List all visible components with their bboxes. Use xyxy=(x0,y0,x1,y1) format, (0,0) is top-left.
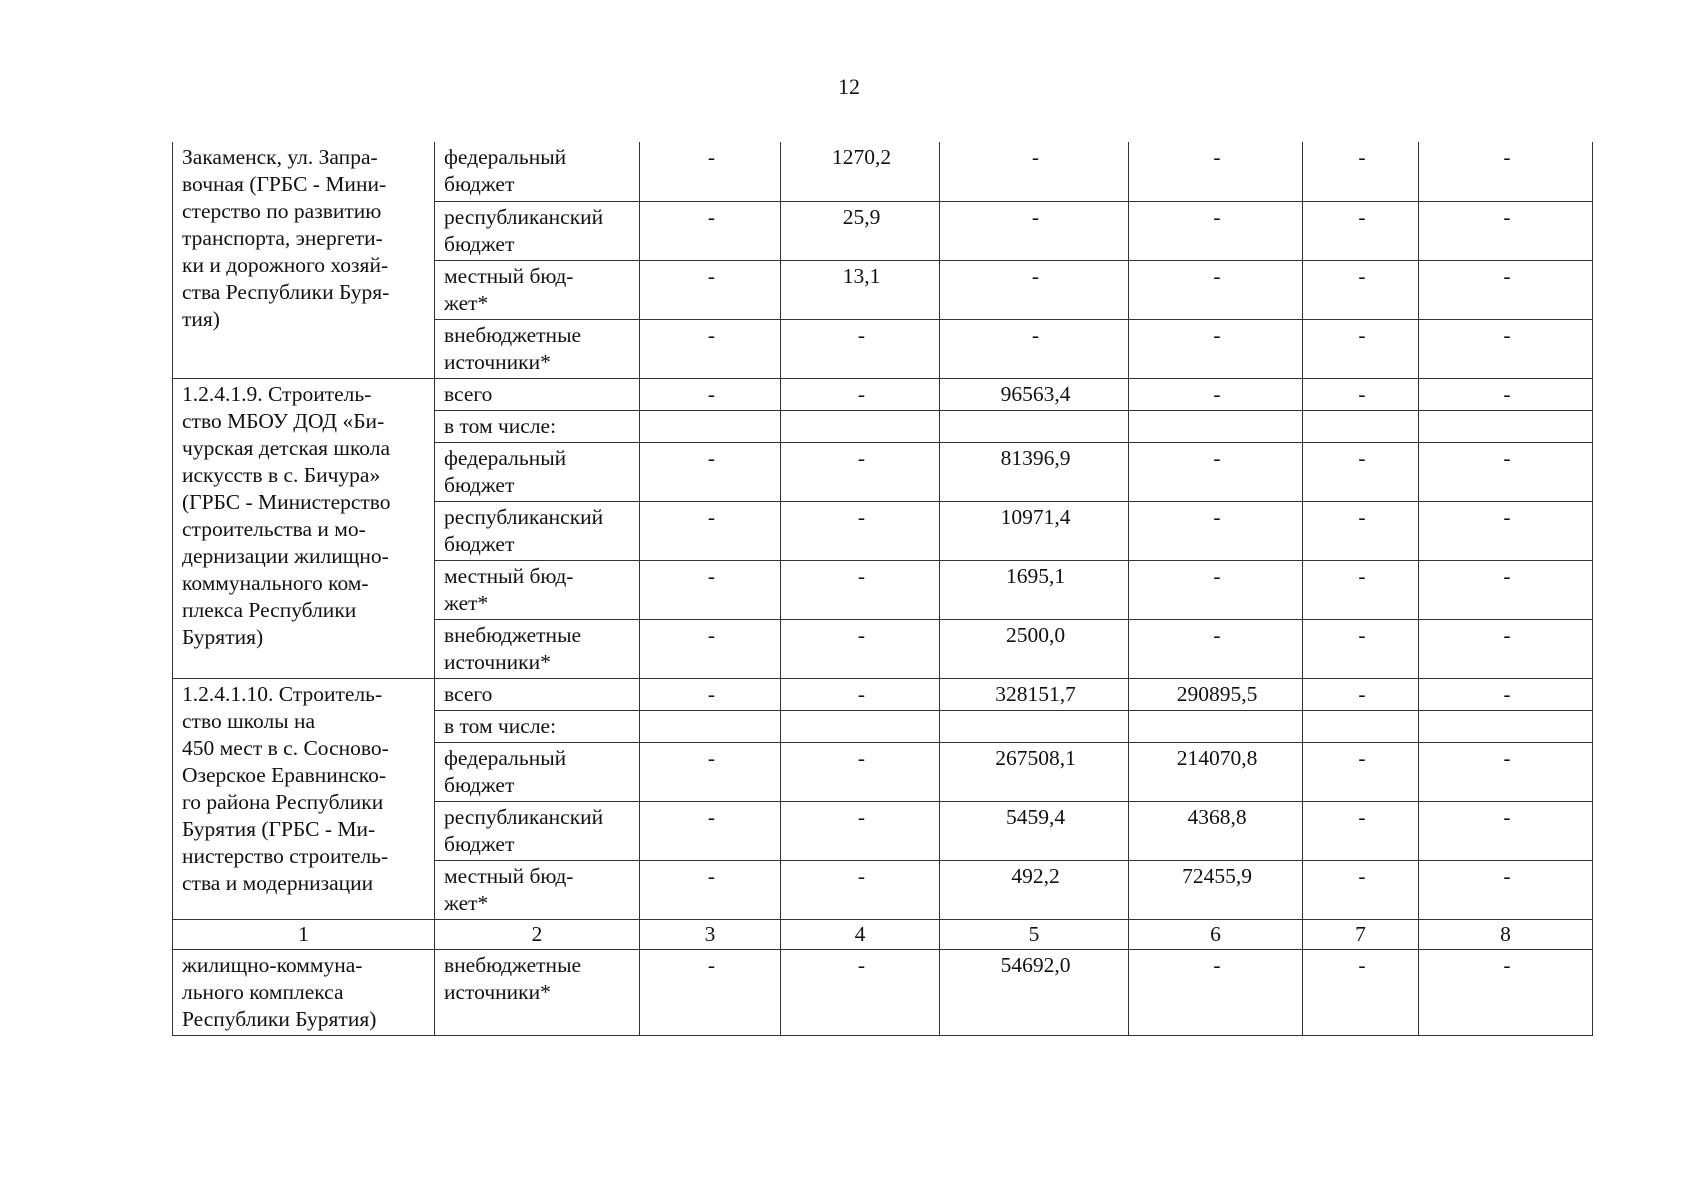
funding-source: всего xyxy=(435,678,640,710)
value-cell: - xyxy=(1419,678,1593,710)
value-cell: - xyxy=(640,319,781,378)
value-cell: - xyxy=(1303,801,1419,860)
value-cell: - xyxy=(640,801,781,860)
value-cell: - xyxy=(1129,260,1303,319)
value-cell xyxy=(1303,410,1419,442)
value-cell: - xyxy=(1303,260,1419,319)
value-cell: 267508,1 xyxy=(940,742,1129,801)
table-row xyxy=(173,949,1593,1035)
value-cell: - xyxy=(1303,742,1419,801)
value-cell: 13,1 xyxy=(781,260,940,319)
value-cell: - xyxy=(781,742,940,801)
page-number: 12 xyxy=(838,74,860,99)
value-cell xyxy=(1419,710,1593,742)
value-cell xyxy=(1419,410,1593,442)
value-cell: - xyxy=(781,860,940,919)
funding-source: республиканский бюджет xyxy=(435,201,640,260)
value-cell: 10971,4 xyxy=(940,501,1129,560)
funding-source: в том числе: xyxy=(435,410,640,442)
value-cell: 25,9 xyxy=(781,201,940,260)
value-cell: 214070,8 xyxy=(1129,742,1303,801)
value-cell: - xyxy=(781,619,940,678)
value-cell: 81396,9 xyxy=(940,442,1129,501)
value-cell: - xyxy=(781,949,940,1035)
funding-source: в том числе: xyxy=(435,710,640,742)
table-row xyxy=(173,678,1593,710)
item-description: жилищно-коммуна- льного комплекса Республики Бурятия) xyxy=(173,949,435,1035)
value-cell: - xyxy=(1419,201,1593,260)
value-cell: - xyxy=(640,949,781,1035)
value-cell: 290895,5 xyxy=(1129,678,1303,710)
funding-source: всего xyxy=(435,378,640,410)
value-cell xyxy=(640,410,781,442)
value-cell: - xyxy=(781,801,940,860)
value-cell xyxy=(1129,710,1303,742)
value-cell: - xyxy=(781,560,940,619)
value-cell: - xyxy=(1303,619,1419,678)
column-number: 8 xyxy=(1419,919,1593,949)
funding-source: местный бюд- жет* xyxy=(435,560,640,619)
value-cell: - xyxy=(640,678,781,710)
value-cell: 72455,9 xyxy=(1129,860,1303,919)
value-cell: - xyxy=(1419,319,1593,378)
value-cell xyxy=(640,710,781,742)
funding-source: республиканский бюджет xyxy=(435,501,640,560)
funding-source: республиканский бюджет xyxy=(435,801,640,860)
value-cell: - xyxy=(1419,501,1593,560)
value-cell: - xyxy=(781,442,940,501)
budget-table xyxy=(172,142,1593,1036)
value-cell: - xyxy=(640,201,781,260)
value-cell: - xyxy=(940,319,1129,378)
value-cell: - xyxy=(1129,201,1303,260)
item-description: Закаменск, ул. Запра- вочная (ГРБС - Мини- стерство по развитию транспорта, энергети- ки и дорожного хозяй- ства Республики Буря- тия) xyxy=(173,142,435,378)
value-cell: - xyxy=(1419,742,1593,801)
funding-source: внебюджетные источники* xyxy=(435,619,640,678)
value-cell: - xyxy=(1129,442,1303,501)
value-cell: 492,2 xyxy=(940,860,1129,919)
value-cell xyxy=(781,410,940,442)
value-cell: - xyxy=(1129,378,1303,410)
value-cell: - xyxy=(1303,560,1419,619)
value-cell: - xyxy=(781,501,940,560)
funding-source: местный бюд- жет* xyxy=(435,260,640,319)
value-cell: - xyxy=(940,201,1129,260)
funding-source: внебюджетные источники* xyxy=(435,319,640,378)
value-cell: - xyxy=(1419,378,1593,410)
value-cell: - xyxy=(640,501,781,560)
value-cell: 2500,0 xyxy=(940,619,1129,678)
column-number: 4 xyxy=(781,919,940,949)
table-row xyxy=(173,378,1593,410)
funding-source: внебюджетные источники* xyxy=(435,949,640,1035)
value-cell: - xyxy=(781,319,940,378)
value-cell: 54692,0 xyxy=(940,949,1129,1035)
column-number: 5 xyxy=(940,919,1129,949)
value-cell: 4368,8 xyxy=(1129,801,1303,860)
value-cell xyxy=(1303,710,1419,742)
column-number: 3 xyxy=(640,919,781,949)
value-cell xyxy=(940,410,1129,442)
value-cell: - xyxy=(1129,949,1303,1035)
column-number-row xyxy=(173,919,1593,949)
value-cell: - xyxy=(1129,501,1303,560)
table-row xyxy=(173,142,1593,201)
value-cell: - xyxy=(1419,560,1593,619)
item-description: 1.2.4.1.10. Строитель- ство школы на 450 мест в с. Сосново- Озерское Еравнинско- го района Республики Бурятия (ГРБС - Ми- нистерство строитель- ства и модернизации xyxy=(173,678,435,919)
value-cell: - xyxy=(1303,378,1419,410)
value-cell: - xyxy=(1129,560,1303,619)
value-cell: - xyxy=(1129,319,1303,378)
value-cell: - xyxy=(1419,442,1593,501)
value-cell: - xyxy=(640,560,781,619)
value-cell: 5459,4 xyxy=(940,801,1129,860)
value-cell xyxy=(781,710,940,742)
value-cell: - xyxy=(640,860,781,919)
value-cell: - xyxy=(640,260,781,319)
column-number: 7 xyxy=(1303,919,1419,949)
column-number: 1 xyxy=(173,919,435,949)
value-cell: 328151,7 xyxy=(940,678,1129,710)
funding-source: федеральный бюджет xyxy=(435,442,640,501)
value-cell: - xyxy=(1129,142,1303,201)
funding-source: местный бюд- жет* xyxy=(435,860,640,919)
value-cell: - xyxy=(1419,949,1593,1035)
value-cell: - xyxy=(1303,949,1419,1035)
value-cell xyxy=(1129,410,1303,442)
value-cell: - xyxy=(1419,801,1593,860)
funding-source: федеральный бюджет xyxy=(435,742,640,801)
value-cell: - xyxy=(1303,442,1419,501)
value-cell: - xyxy=(781,678,940,710)
value-cell: 96563,4 xyxy=(940,378,1129,410)
value-cell: - xyxy=(640,378,781,410)
value-cell: - xyxy=(1303,860,1419,919)
value-cell: - xyxy=(1303,201,1419,260)
value-cell: - xyxy=(1419,619,1593,678)
value-cell: 1270,2 xyxy=(781,142,940,201)
value-cell: - xyxy=(1129,619,1303,678)
value-cell: - xyxy=(640,742,781,801)
value-cell: - xyxy=(640,442,781,501)
column-number: 2 xyxy=(435,919,640,949)
value-cell: - xyxy=(640,142,781,201)
value-cell: - xyxy=(781,378,940,410)
item-description: 1.2.4.1.9. Строитель- ство МБОУ ДОД «Би- чурская детская школа искусств в с. Бичура» (ГРБС - Министерство строительства и мо- дернизации жилищно- коммунального ком- плекса Республики Бурятия) xyxy=(173,378,435,678)
value-cell: - xyxy=(940,260,1129,319)
value-cell: - xyxy=(940,142,1129,201)
funding-source: федеральный бюджет xyxy=(435,142,640,201)
column-number: 6 xyxy=(1129,919,1303,949)
value-cell: - xyxy=(640,619,781,678)
value-cell: - xyxy=(1419,142,1593,201)
value-cell: - xyxy=(1303,319,1419,378)
value-cell: - xyxy=(1419,260,1593,319)
value-cell: - xyxy=(1303,501,1419,560)
value-cell: - xyxy=(1303,142,1419,201)
value-cell: - xyxy=(1303,678,1419,710)
value-cell: - xyxy=(1419,860,1593,919)
value-cell xyxy=(940,710,1129,742)
value-cell: 1695,1 xyxy=(940,560,1129,619)
